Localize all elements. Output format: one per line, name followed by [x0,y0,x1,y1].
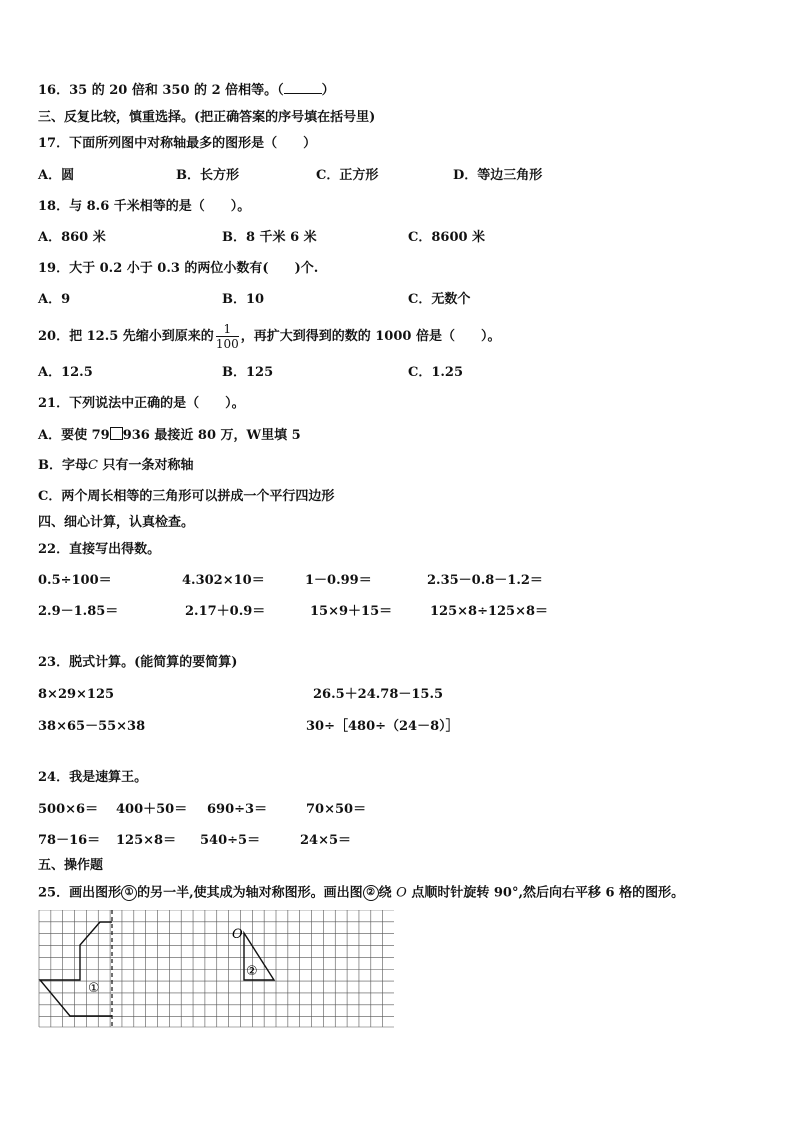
fraction-numerator: 1 [216,322,239,337]
q16-text: 16．35 的 20 倍和 350 的 2 倍相等。（ [38,83,284,98]
q18-option-a: A．860 米 [38,230,106,245]
digit-box [110,427,123,440]
q22-item: 1－0.99＝ [305,573,372,588]
letter-c: C [88,458,98,473]
question-23: 23．脱式计算。(能简算的要简算) [38,655,238,670]
question-16 [38,82,335,99]
q23-item: 30÷［480÷（24－8）］ [306,719,459,734]
question-19: 19．大于 0.2 小于 0.3 的两位小数有( )个. [38,261,319,276]
q25-text-c: 绕 [378,885,397,901]
q22-item: 2.17＋0.9＝ [185,604,266,619]
label-one: ① [88,981,100,996]
q20-text-b: ，再扩大到得到的数的 1000 倍是（ ）。 [240,329,501,344]
q21-b-text-2: 只有一条对称轴 [97,458,194,473]
q21-b-text-1: B．字母 [38,458,88,473]
label-o: O [232,927,243,942]
q24-item: 500×6＝ [38,802,99,817]
q23-item: 8×29×125 [38,687,115,702]
question-22: 22．直接写出得数。 [38,542,161,557]
answer-blank[interactable] [284,82,322,94]
section-5-heading: 五、操作题 [38,858,104,873]
q24-item: 78－16＝ [38,833,101,848]
q25-text-d: 点顺时针旋转 90°,然后向右平移 6 格的图形。 [406,885,685,901]
q20-option-c: C．1.25 [408,365,464,380]
q25-text-a: 25．画出图形 [38,885,122,901]
question-20 [38,318,500,356]
q24-item: 540÷5＝ [200,833,261,848]
q21-option-c: C．两个周长相等的三角形可以拼成一个平行四边形 [38,489,335,504]
q22-item: 0.5÷100＝ [38,573,112,588]
circled-two: ② [363,885,379,901]
q17-option-d: D．等边三角形 [453,168,543,183]
question-25 [38,885,684,902]
q25-text-b: 的另一半,使其成为轴对称图形。画出图 [137,885,363,901]
fraction-denominator: 100 [215,337,239,351]
q19-option-a: A．9 [38,292,71,307]
circled-one: ① [121,885,137,901]
q21-a-text-1: A．要使 79 [38,428,110,443]
q24-item: 70×50＝ [306,802,367,817]
q24-item: 24×5＝ [300,833,352,848]
grid-lines [39,910,394,1027]
q17-option-b: B．长方形 [176,168,239,183]
question-18: 18．与 8.6 千米相等的是（ ）。 [38,199,251,214]
q22-item: 4.302×10＝ [182,573,265,588]
q22-item: 15×9＋15＝ [310,604,393,619]
question-21: 21．下列说法中正确的是（ ）。 [38,396,245,411]
q22-item: 125×8÷125×8＝ [430,604,549,619]
q20-option-a: A．12.5 [38,365,93,380]
question-17: 17．下面所列图中对称轴最多的图形是（ ） [38,136,317,151]
q18-option-b: B．8 千米 6 米 [222,230,317,245]
label-two: ② [246,964,258,979]
q22-item: 2.35－0.8－1.2＝ [427,573,543,588]
fraction [216,322,239,351]
q20-text-a: 20．把 12.5 先缩小到原来的 [38,329,214,344]
q19-option-c: C．无数个 [408,292,471,307]
q21-option-b [38,458,193,474]
question-24: 24．我是速算王。 [38,770,148,785]
q22-item: 2.9－1.85＝ [38,604,119,619]
point-o: O [396,885,407,901]
q20-option-b: B．125 [222,365,274,380]
q17-option-a: A．圆 [38,168,75,183]
q16-close: ） [321,83,335,98]
section-3-heading: 三、反复比较，慎重选择。(把正确答案的序号填在括号里) [38,110,376,125]
q24-item: 400＋50＝ [116,802,188,817]
q24-item: 690÷3＝ [207,802,268,817]
grid-figure [38,910,394,1030]
q24-item: 125×8＝ [116,833,177,848]
q23-item: 38×65－55×38 [38,719,146,734]
q17-option-c: C．正方形 [316,168,379,183]
q19-option-b: B．10 [222,292,265,307]
q23-item: 26.5＋24.78－15.5 [313,687,444,702]
q18-option-c: C．8600 米 [408,230,486,245]
q21-a-text-2: 936 最接近 80 万，W里填 5 [122,428,301,443]
q21-option-a [38,427,301,444]
section-4-heading: 四、细心计算，认真检查。 [38,515,195,530]
